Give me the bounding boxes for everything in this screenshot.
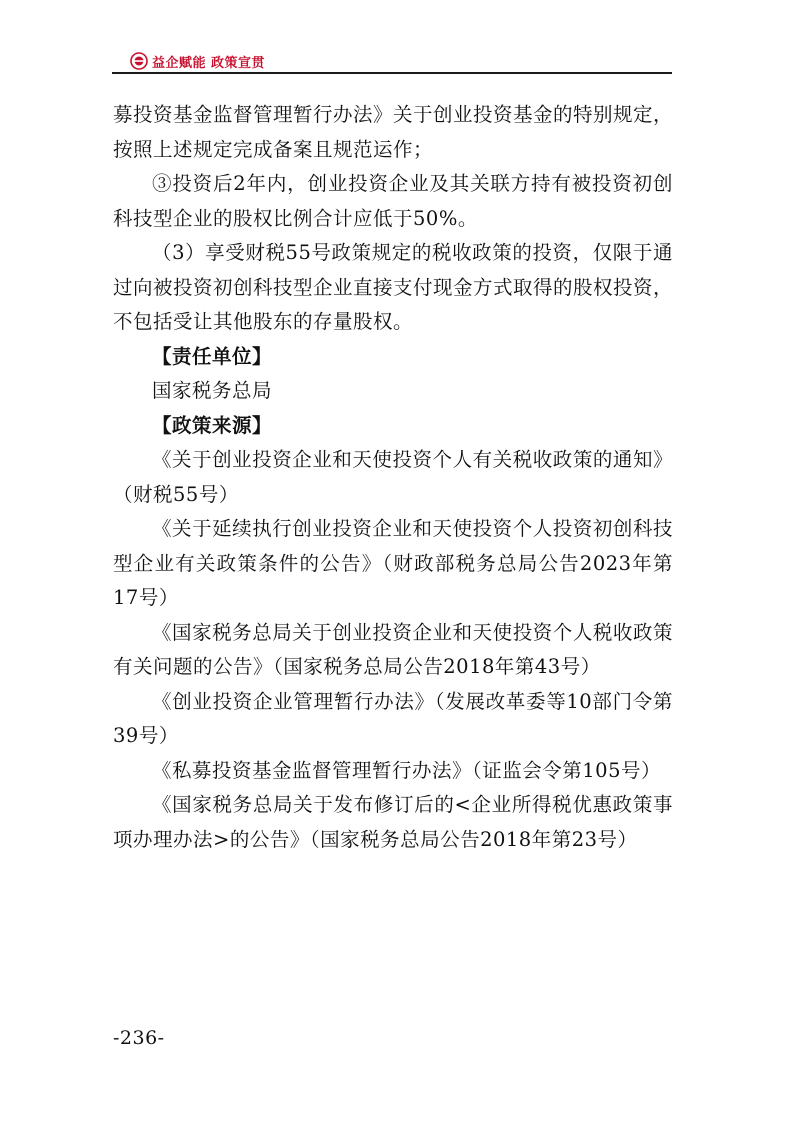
header-divider xyxy=(112,72,672,74)
source-item: 《私募投资基金监督管理暂行办法》（证监会令第105号） xyxy=(152,758,661,782)
section-heading-policy-source: 【政策来源】 xyxy=(152,413,273,437)
document-body xyxy=(113,98,673,857)
paragraph: ③投资后2年内，创业投资企业及其关联方持有被投资初创科技型企业的股权比例合计应低于50%。 xyxy=(113,172,673,230)
paragraph: （3）享受财税55号政策规定的税收政策的投资，仅限于通过向被投资初创科技型企业直接支付现金方式取得的股权投资，不包括受让其他股东的存量股权。 xyxy=(113,241,674,333)
page-number: -236- xyxy=(113,1027,165,1049)
circle-seal-icon xyxy=(130,52,148,70)
source-item: 《国家税务总局关于创业投资企业和天使投资个人税收政策有关问题的公告》（国家税务总局公告2018年第43号） xyxy=(113,620,673,678)
section-heading-responsible-unit: 【责任单位】 xyxy=(152,344,273,368)
source-item: 《关于延续执行创业投资企业和天使投资个人投资初创科技型企业有关政策条件的公告》（财政部税务总局公告2023年第17号） xyxy=(113,517,673,609)
responsible-unit-text: 国家税务总局 xyxy=(152,379,273,402)
source-item: 《国家税务总局关于发布修订后的<企业所得税优惠政策事项办理办法>的公告》（国家税务总局公告2018年第23号） xyxy=(113,793,673,851)
brand-text: 益企赋能 政策宣贯 xyxy=(152,55,266,71)
paragraph: 募投资基金监督管理暂行办法》关于创业投资基金的特别规定，按照上述规定完成备案且规范运作； xyxy=(113,103,674,161)
source-item: 《关于创业投资企业和天使投资个人有关税收政策的通知》（财税55号） xyxy=(113,448,673,506)
source-item: 《创业投资企业管理暂行办法》（发展改革委等10部门令第39号） xyxy=(113,689,673,747)
page-header xyxy=(130,50,265,72)
